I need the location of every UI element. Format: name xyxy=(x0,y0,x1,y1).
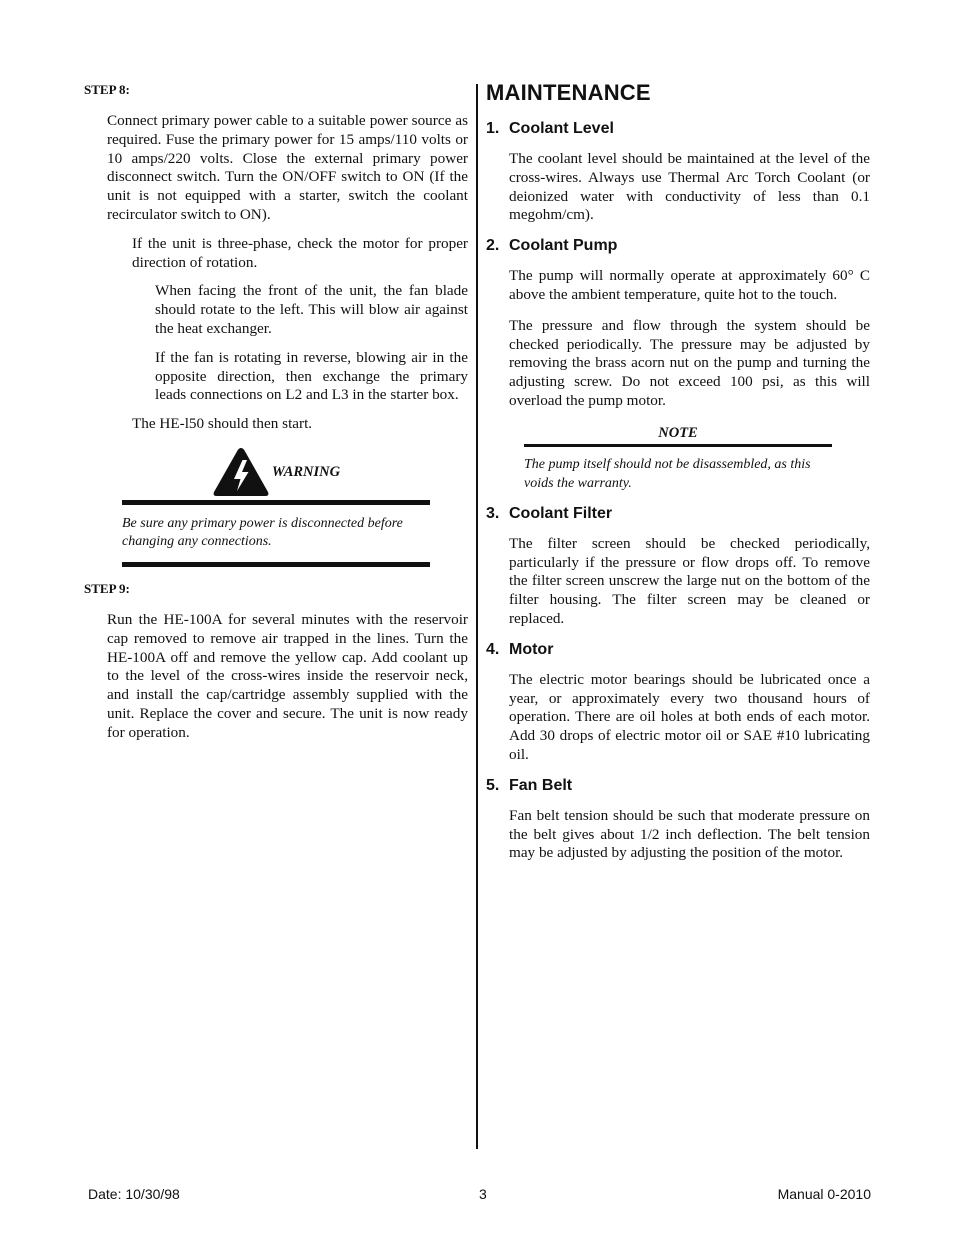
fan-reverse-text: If the fan is rotating in reverse, blowing air in the opposite direction, then exchange the primary leads connections on L2 and L3 in the starter box. xyxy=(155,348,468,404)
footer-date: Date: 10/30/98 xyxy=(88,1186,180,1202)
column-divider xyxy=(476,84,478,1149)
warning-title: WARNING xyxy=(271,464,341,481)
unit-start-text: The HE-l50 should then start. xyxy=(132,415,313,433)
step-8-text: Connect primary power cable to a suitable power source as required. Fuse the primary power for 15 amps/110 volts or 10 amps/220 volts. Close the external primary power disconnect switch. Turn the ON/OFF switch to ON (If the unit is not equipped with a starter, switch the coolant recirculator switch to ON). xyxy=(107,112,468,223)
step-9-label: STEP 9: xyxy=(84,580,130,596)
three-phase-text: If the unit is three-phase, check the motor for proper direction of rotation. xyxy=(132,234,468,271)
note-box xyxy=(524,425,832,493)
coolant-filter-heading xyxy=(486,505,870,523)
fan-belt-heading xyxy=(486,777,870,795)
item-number: 2. xyxy=(486,237,500,255)
step-9-text: Run the HE-100A for several minutes with the reservoir cap removed to remove air trapped in the lines. Turn the HE-100A off and remove the yellow cap. Add coolant up to the level of the cross-wires inside the reservoir neck, and install the cap/cartridge assembly supplied with the unit. Replace the cover and secure. The unit is now ready for operation. xyxy=(107,610,468,741)
right-column xyxy=(486,80,870,863)
coolant-level-heading xyxy=(486,120,870,138)
item-number: 5. xyxy=(486,776,500,794)
note-title: NOTE xyxy=(658,424,698,441)
step-8-label: STEP 8: xyxy=(84,82,130,97)
warning-text: Be sure any primary power is disconnected before changing any connections. xyxy=(122,515,403,549)
item-heading-label: Coolant Filter xyxy=(509,504,613,522)
warning-header xyxy=(122,444,430,500)
item-number: 1. xyxy=(486,120,500,137)
note-text: The pump itself should not be disassembled, as this voids the warranty. xyxy=(524,456,811,491)
coolant-pump-text: The pump will normally operate at approximately 60° C above the ambient temperature, quite hot to the touch. xyxy=(509,267,870,303)
item-number: 3. xyxy=(486,504,500,522)
warning-box xyxy=(122,444,430,567)
left-column xyxy=(84,82,468,743)
motor-text: The electric motor bearings should be lubricated once a year, or approximately every two thousand hours of operation. There are oil holes at both ends of each motor. Add 30 drops of electric motor oil or SAE #10 lubricating oil. xyxy=(509,670,870,763)
maintenance-title: MAINTENANCE xyxy=(486,80,651,105)
note-rule xyxy=(524,444,832,447)
item-heading-label: Coolant Pump xyxy=(509,237,618,255)
footer-manual-number: Manual 0-2010 xyxy=(777,1186,871,1202)
item-heading-label: Coolant Level xyxy=(509,120,614,137)
fan-direction-text: When facing the front of the unit, the fan blade should rotate to the left. This will blow air against the heat exchanger. xyxy=(155,282,468,337)
motor-heading xyxy=(486,641,870,659)
warning-bottom-rule xyxy=(122,562,430,567)
item-number: 4. xyxy=(486,640,500,658)
item-heading-label: Motor xyxy=(509,640,554,658)
fan-belt-text: Fan belt tension should be such that moderate pressure on the belt gives about 1/2 inch deflection. The belt tension may be adjusted by adjusting the position of the motor. xyxy=(509,806,870,862)
warning-top-rule xyxy=(122,500,430,505)
page-number: 3 xyxy=(479,1186,487,1202)
coolant-level-text: The coolant level should be maintained at the level of the cross-wires. Always use Thermal Arc Torch Coolant (or deionized water with conductivity of less than 0.1 megohm/cm). xyxy=(509,150,870,224)
coolant-pressure-text: The pressure and flow through the system should be checked periodically. The pressure may be adjusted by removing the brass acorn nut on the pump and turning the adjusting screw. Do not exceed 100 psi, as this will overload the pump motor. xyxy=(509,316,870,409)
high-voltage-warning-icon xyxy=(212,446,270,498)
coolant-pump-heading xyxy=(486,237,870,255)
item-heading-label: Fan Belt xyxy=(509,776,573,794)
coolant-filter-text: The filter screen should be checked periodically, particularly if the pressure or flow drops off. To remove the filter screen unscrew the large nut on the bottom of the filter housing. The filter screen may be cleaned or replaced. xyxy=(509,534,870,627)
